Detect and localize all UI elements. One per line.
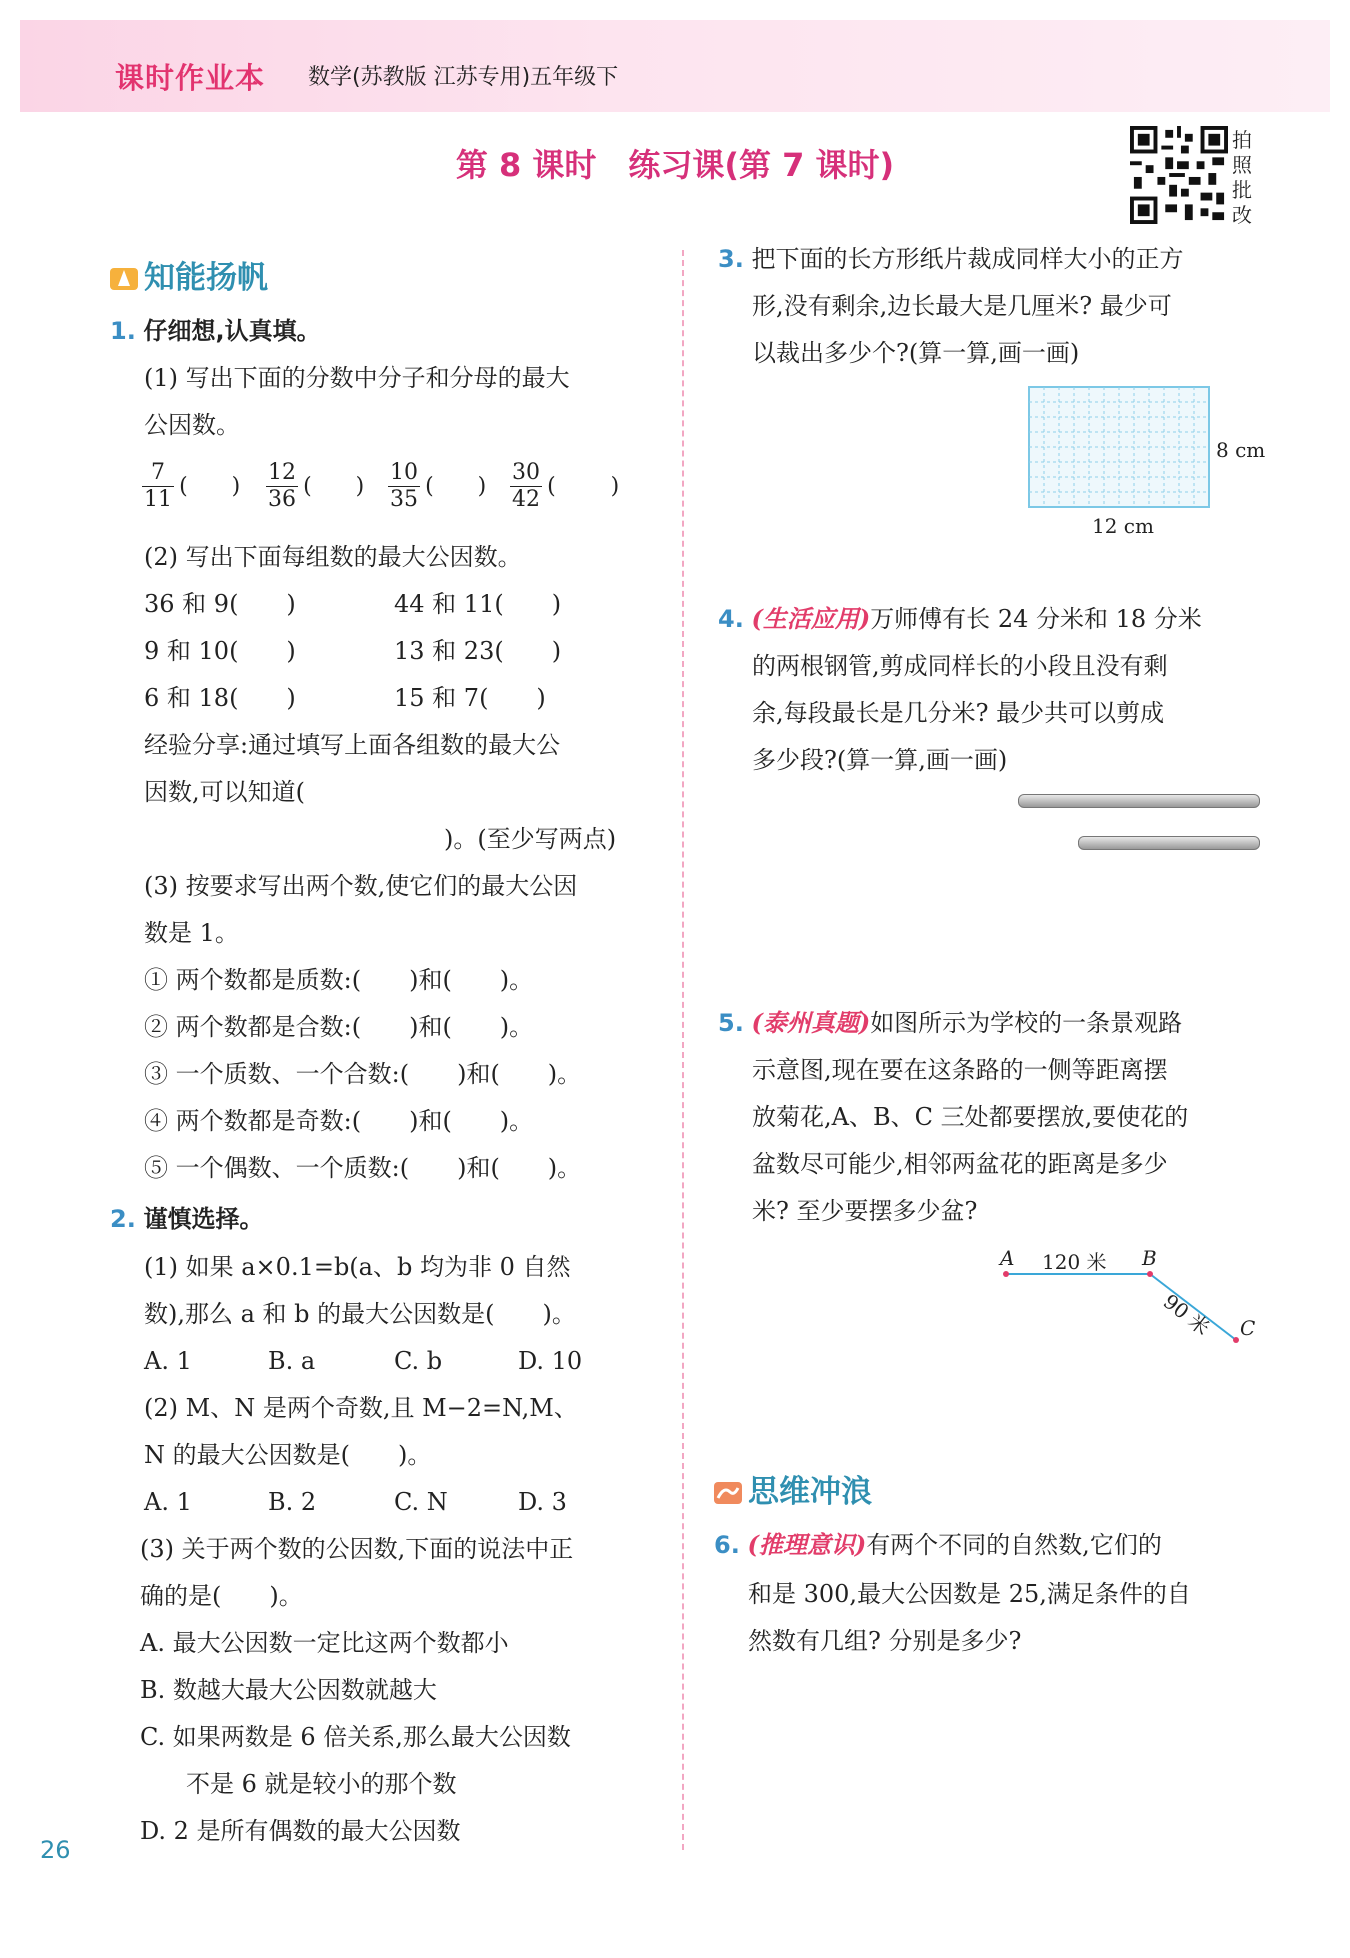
- gcf-pair[interactable]: 36 和 9( ): [144, 590, 296, 618]
- choice-option[interactable]: C. N: [394, 1488, 448, 1516]
- choice-option[interactable]: C. b: [394, 1347, 443, 1375]
- q2-number: 2.: [110, 1205, 136, 1233]
- label-b: B: [1142, 1246, 1157, 1270]
- q4-line3: 余,每段最长是几分米? 最少共可以剪成: [752, 699, 1165, 727]
- gcf-pair[interactable]: 13 和 23( ): [394, 637, 562, 665]
- q3-line3: 以裁出多少个?(算一算,画一画): [752, 339, 1080, 367]
- fraction-numerator: 7: [151, 460, 165, 485]
- qr-code-icon[interactable]: [1130, 126, 1228, 224]
- section-heading-2-text: 思维冲浪: [748, 1474, 872, 1510]
- q1-part3-line1: (3) 按要求写出两个数,使它们的最大公因: [144, 872, 578, 900]
- label-bc-distance: 90 米: [1158, 1289, 1215, 1340]
- q5-text-1: 如图所示为学校的一条景观路: [870, 1009, 1183, 1037]
- q4-tag: (生活应用): [751, 604, 871, 633]
- label-c: C: [1240, 1316, 1256, 1340]
- fraction-item: [142, 460, 240, 513]
- q1-part1-line2: 公因数。: [144, 411, 240, 439]
- label-a: A: [1000, 1246, 1015, 1270]
- q6-line3: 然数有几组? 分别是多少?: [748, 1627, 1022, 1655]
- gcf-pair[interactable]: 44 和 11( ): [394, 590, 562, 618]
- choice-option[interactable]: A. 1: [144, 1347, 192, 1375]
- choice-option[interactable]: D. 10: [518, 1347, 583, 1375]
- fraction-numerator: 12: [268, 460, 296, 485]
- fraction-numerator: 30: [512, 460, 540, 485]
- fraction-item: [388, 460, 486, 513]
- q6-tag: (推理意识): [747, 1530, 867, 1559]
- q1-number: 1.: [110, 317, 136, 345]
- q6-line1: [714, 1522, 1162, 1568]
- fraction-row: [142, 460, 662, 522]
- experience-line3: )。(至少写两点): [444, 825, 617, 853]
- q4-line2: 的两根钢管,剪成同样长的小段且没有剩: [752, 652, 1168, 680]
- point-b: [1147, 1271, 1153, 1277]
- steel-pipe-short: [1078, 836, 1260, 850]
- q2-part3-line2[interactable]: 确的是( )。: [140, 1582, 303, 1610]
- q5-line5: 米? 至少要摆多少盆?: [752, 1197, 978, 1225]
- rect-height-label: 8 cm: [1216, 438, 1266, 462]
- fraction-item: [266, 460, 364, 513]
- column-divider: [682, 250, 684, 1850]
- q3-text-1: 把下面的长方形纸片裁成同样大小的正方: [751, 245, 1184, 273]
- q1-title: 仔细想,认真填。: [143, 317, 321, 345]
- sail-icon: [110, 264, 138, 292]
- section-heading-2: [714, 1466, 872, 1511]
- q6-number: 6.: [714, 1531, 740, 1559]
- choice-option[interactable]: C. 如果两数是 6 倍关系,那么最大公因数: [140, 1723, 571, 1751]
- q1-part3-line2: 数是 1。: [144, 919, 239, 947]
- page-number: 26: [40, 1836, 71, 1864]
- choice-option-cont: 不是 6 就是较小的那个数: [186, 1770, 457, 1798]
- fraction-denominator: 35: [390, 487, 418, 512]
- requirement-item[interactable]: ③ 一个质数、一个合数:( )和( )。: [144, 1060, 582, 1088]
- q6-line2: 和是 300,最大公因数是 25,满足条件的自: [748, 1580, 1191, 1608]
- q2-part1-line2[interactable]: 数),那么 a 和 b 的最大公因数是( )。: [144, 1300, 576, 1328]
- experience-line1: 经验分享:通过填写上面各组数的最大公: [144, 731, 561, 759]
- choice-option[interactable]: D. 2 是所有偶数的最大公因数: [140, 1817, 461, 1845]
- point-c: [1233, 1337, 1239, 1343]
- rect-width-label: 12 cm: [1092, 514, 1154, 538]
- steel-pipe-long: [1018, 794, 1260, 808]
- q2-part2-line2[interactable]: N 的最大公因数是( )。: [144, 1441, 432, 1469]
- wave-icon: [714, 1478, 742, 1506]
- choice-option[interactable]: D. 3: [518, 1488, 567, 1516]
- q3-number: 3.: [718, 245, 744, 273]
- fraction-numerator: 10: [390, 460, 418, 485]
- q2-title: 谨慎选择。: [143, 1205, 264, 1233]
- choice-option[interactable]: A. 1: [144, 1488, 192, 1516]
- choice-option[interactable]: A. 最大公因数一定比这两个数都小: [140, 1629, 509, 1657]
- q4-line4: 多少段?(算一算,画一画): [752, 746, 1008, 774]
- requirement-item[interactable]: ② 两个数都是合数:( )和( )。: [144, 1013, 534, 1041]
- q2-part1-line1: (1) 如果 a×0.1=b(a、b 均为非 0 自然: [144, 1253, 571, 1281]
- q4-text-1: 万师傅有长 24 分米和 18 分米: [870, 605, 1202, 633]
- fraction-item: [510, 460, 619, 513]
- fraction-denominator: 42: [512, 487, 540, 512]
- q2-part3-line1: (3) 关于两个数的公因数,下面的说法中正: [140, 1535, 574, 1563]
- q3-line2: 形,没有剩余,边长最大是几厘米? 最少可: [752, 292, 1172, 320]
- q5-line1: [718, 1000, 1182, 1046]
- answer-blank[interactable]: ( ): [179, 474, 241, 499]
- q1-part2: (2) 写出下面每组数的最大公因数。: [144, 543, 522, 571]
- book-title: 数学(苏教版 江苏专用)五年级下: [308, 65, 619, 90]
- gcf-pair[interactable]: 9 和 10( ): [144, 637, 296, 665]
- grid-rectangle: [1028, 386, 1212, 514]
- q2-part2-line1: (2) M、N 是两个奇数,且 M−2=N,M、: [144, 1394, 578, 1422]
- q5-line2: 示意图,现在要在这条路的一侧等距离摆: [752, 1056, 1168, 1084]
- q5-tag: (泰州真题): [751, 1008, 871, 1037]
- brand-title: 课时作业本: [115, 61, 266, 95]
- choice-option[interactable]: B. 数越大最大公因数就越大: [140, 1676, 437, 1704]
- section-heading-1: [110, 252, 268, 297]
- choice-option[interactable]: B. 2: [268, 1488, 317, 1516]
- lesson-title: 第 8 课时 练习课(第 7 课时): [455, 146, 895, 184]
- q1-part1-line1: (1) 写出下面的分数中分子和分母的最大: [144, 364, 570, 392]
- q5-line3: 放菊花,A、B、C 三处都要摆放,要使花的: [752, 1103, 1189, 1131]
- qr-label: 拍照批改: [1232, 128, 1252, 227]
- requirement-item[interactable]: ① 两个数都是质数:( )和( )。: [144, 966, 534, 994]
- fraction-denominator: 36: [268, 487, 296, 512]
- q6-text-1: 有两个不同的自然数,它们的: [866, 1531, 1162, 1559]
- q2-heading: [110, 1196, 263, 1242]
- fraction-denominator: 11: [144, 487, 172, 512]
- q3-line1: [718, 236, 1183, 282]
- experience-line2[interactable]: 因数,可以知道(: [144, 778, 305, 806]
- gcf-pair[interactable]: 15 和 7( ): [394, 684, 546, 712]
- q1-heading: [110, 308, 321, 354]
- q4-line1: [718, 596, 1202, 642]
- answer-blank[interactable]: ( ): [303, 474, 365, 499]
- road-diagram: [990, 1240, 1270, 1360]
- label-ab-distance: 120 米: [1042, 1250, 1107, 1274]
- q5-number: 5.: [718, 1009, 744, 1037]
- requirement-item[interactable]: ⑤ 一个偶数、一个质数:( )和( )。: [144, 1154, 582, 1182]
- q5-line4: 盆数尽可能少,相邻两盆花的距离是多少: [752, 1150, 1168, 1178]
- answer-blank[interactable]: ( ): [547, 474, 620, 499]
- gcf-pair[interactable]: 6 和 18( ): [144, 684, 296, 712]
- point-a: [1003, 1271, 1009, 1277]
- section-heading-1-text: 知能扬帆: [144, 260, 268, 296]
- q4-number: 4.: [718, 605, 744, 633]
- requirement-item[interactable]: ④ 两个数都是奇数:( )和( )。: [144, 1107, 534, 1135]
- choice-option[interactable]: B. a: [268, 1347, 316, 1375]
- answer-blank[interactable]: ( ): [425, 474, 487, 499]
